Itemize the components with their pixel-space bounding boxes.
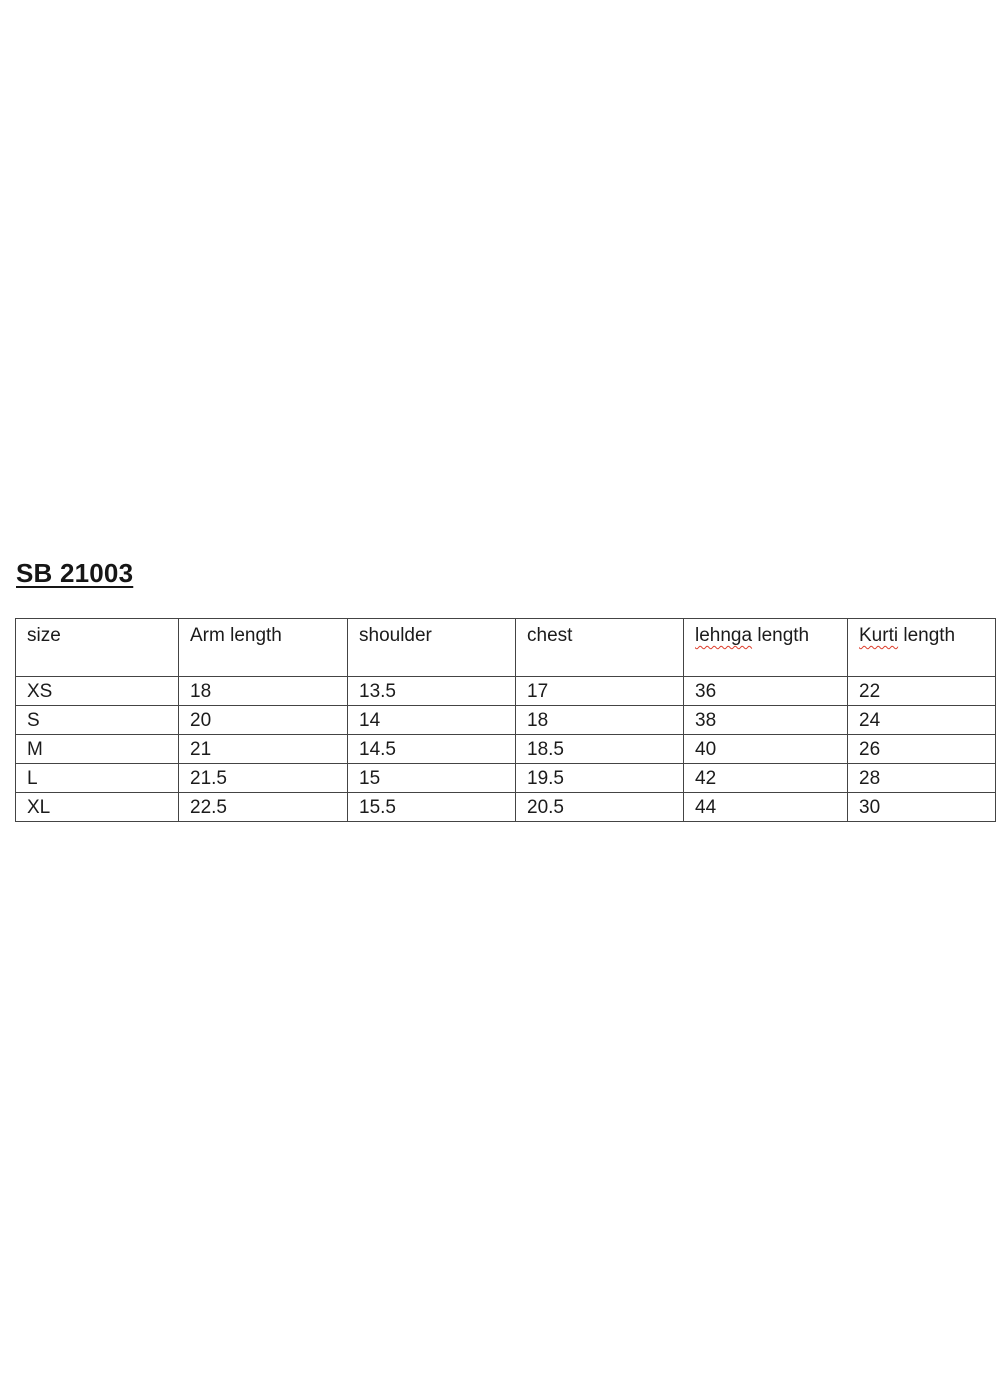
header-lehnga-length-rest: length xyxy=(752,625,810,646)
cell-chest: 20.5 xyxy=(516,793,684,822)
cell-lehnga-length: 38 xyxy=(684,706,848,735)
cell-chest: 17 xyxy=(516,677,684,706)
cell-lehnga-length: 44 xyxy=(684,793,848,822)
header-row xyxy=(16,619,996,677)
header-kurti-length xyxy=(848,619,996,677)
document-title: SB 21003 xyxy=(16,558,134,588)
spellcheck-underlined-word: Kurti xyxy=(859,625,899,646)
cell-arm-length: 22.5 xyxy=(179,793,348,822)
header-shoulder: shoulder xyxy=(348,619,516,677)
cell-lehnga-length: 40 xyxy=(684,735,848,764)
table-row-m xyxy=(16,735,996,764)
cell-arm-length: 21.5 xyxy=(179,764,348,793)
cell-shoulder: 14.5 xyxy=(348,735,516,764)
header-chest: chest xyxy=(516,619,684,677)
spellcheck-underlined-word: lehnga xyxy=(695,625,753,646)
cell-arm-length: 18 xyxy=(179,677,348,706)
cell-shoulder: 13.5 xyxy=(348,677,516,706)
table-row-s xyxy=(16,706,996,735)
cell-chest: 18 xyxy=(516,706,684,735)
cell-chest: 18.5 xyxy=(516,735,684,764)
header-arm-length: Arm length xyxy=(179,619,348,677)
header-size: size xyxy=(16,619,179,677)
cell-kurti-length: 28 xyxy=(848,764,996,793)
cell-lehnga-length: 36 xyxy=(684,677,848,706)
cell-size: L xyxy=(16,764,179,793)
cell-shoulder: 15 xyxy=(348,764,516,793)
cell-kurti-length: 24 xyxy=(848,706,996,735)
cell-shoulder: 15.5 xyxy=(348,793,516,822)
cell-kurti-length: 26 xyxy=(848,735,996,764)
table-row-xs xyxy=(16,677,996,706)
table-row-xl xyxy=(16,793,996,822)
cell-shoulder: 14 xyxy=(348,706,516,735)
cell-size: XL xyxy=(16,793,179,822)
cell-size: S xyxy=(16,706,179,735)
cell-size: M xyxy=(16,735,179,764)
size-chart-table xyxy=(15,618,996,822)
cell-kurti-length: 22 xyxy=(848,677,996,706)
header-kurti-length-rest: length xyxy=(898,625,956,646)
cell-arm-length: 21 xyxy=(179,735,348,764)
cell-kurti-length: 30 xyxy=(848,793,996,822)
cell-arm-length: 20 xyxy=(179,706,348,735)
table-row-l xyxy=(16,764,996,793)
cell-chest: 19.5 xyxy=(516,764,684,793)
cell-lehnga-length: 42 xyxy=(684,764,848,793)
cell-size: XS xyxy=(16,677,179,706)
header-lehnga-length xyxy=(684,619,848,677)
